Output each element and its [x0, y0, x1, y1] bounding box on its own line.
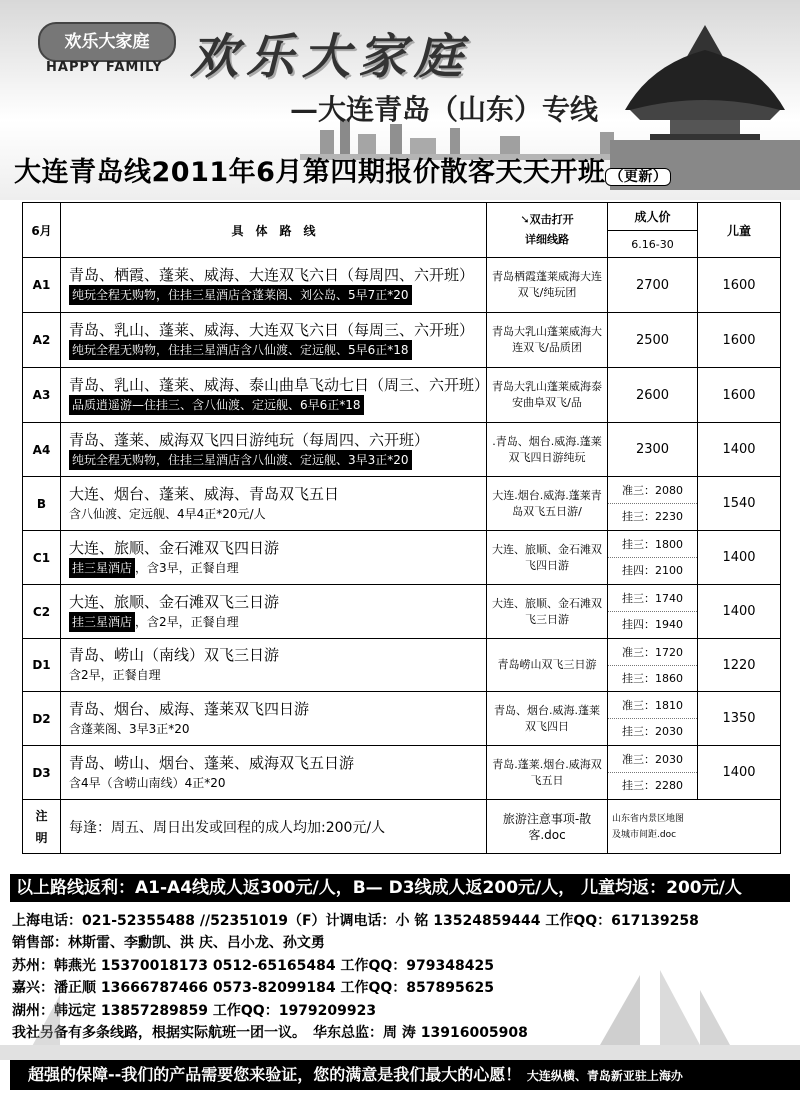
- route-line: 青岛、乳山、蓬莱、威海、泰山曲阜飞动七日（周三、六开班）: [69, 376, 490, 394]
- table-row: [23, 477, 781, 531]
- route-detail: ，含3早，正餐自理: [135, 560, 239, 575]
- price-option-1: 准三：1720: [608, 640, 697, 666]
- table-row: [23, 313, 781, 368]
- route-code: A1: [23, 258, 61, 313]
- contact-line-suzhou: 苏州：韩燕光 15370018173 0512-65165484 工作QQ：979348425: [12, 957, 494, 974]
- price-option-1: 挂三：1740: [608, 586, 697, 612]
- route-detail: 纯玩全程无购物，住挂三星酒店含蓬莱阁、刘公岛、5早7正*20: [69, 285, 412, 305]
- price-option-2: 挂三：1860: [622, 671, 683, 685]
- route-line: 大连、旅顺、金石滩双飞三日游: [69, 592, 280, 611]
- route-doc-link[interactable]: 青岛.蓬莱.烟台.威海双飞五日: [487, 746, 608, 800]
- contact-line-huzhou: 湖州：韩远定 13857289859 工作QQ：1979209923: [12, 1002, 377, 1019]
- map-doc-text: 山东省内景区地图及城市间距.doc: [612, 813, 685, 840]
- route-code: B: [23, 477, 61, 531]
- route-line: 青岛、崂山、烟台、蓬莱、威海双飞五日游: [69, 753, 355, 772]
- route-detail: 含八仙渡、定远舰、4早4正*20元/人: [69, 506, 266, 521]
- route-line: 青岛、栖霞、蓬莱、威海、大连双飞六日（每周四、六开班）: [69, 266, 475, 284]
- header-date-range: 6.16-30: [608, 231, 698, 258]
- child-price: 1600: [698, 313, 781, 368]
- route-description: [61, 258, 487, 313]
- table-row: [23, 423, 781, 477]
- price-option-2: 挂三：2030: [622, 725, 683, 738]
- adult-price-split: [608, 531, 698, 585]
- child-price: 1400: [698, 531, 781, 585]
- route-doc-link[interactable]: 青岛大乳山蓬莱威海泰安曲阜双飞/品: [487, 368, 608, 423]
- price-option-2: 挂四：2100: [622, 564, 683, 577]
- header-child: 儿童: [698, 203, 781, 258]
- price-option-2: 挂四：1940: [622, 618, 683, 631]
- route-description: [61, 639, 487, 692]
- adult-price-split: [608, 639, 698, 692]
- header-adult: 成人价: [608, 203, 698, 231]
- adult-price: 2300: [608, 423, 698, 477]
- adult-price-split: [608, 692, 698, 746]
- route-line: 青岛、乳山、蓬莱、威海、大连双飞六日（每周三、六开班）: [69, 321, 475, 339]
- notes-row: [23, 800, 781, 854]
- route-code: A3: [23, 368, 61, 423]
- route-detail: 含4早（含崂山南线）4正*20: [69, 775, 226, 790]
- route-detail: 含蓬莱阁、3早3正*20: [69, 721, 190, 736]
- route-line: 青岛、崂山（南线）双飞三日游: [69, 646, 280, 664]
- footer-banner: [10, 1060, 800, 1090]
- header-detail: [487, 203, 608, 258]
- adult-price: 2500: [608, 313, 698, 368]
- contact-line-jiaxing: 嘉兴：潘正顺 13666787466 0573-82099184 工作QQ：857895625: [12, 980, 494, 997]
- route-doc-link[interactable]: 青岛、烟台.威海.蓬莱双飞四日: [487, 692, 608, 746]
- update-tag: （更新）: [605, 168, 671, 186]
- table-row: [23, 258, 781, 313]
- route-code: A2: [23, 313, 61, 368]
- price-option-1: 挂三：1800: [608, 532, 697, 558]
- route-code: D1: [23, 639, 61, 692]
- notes-label-1: 注: [35, 808, 48, 823]
- route-description: [61, 531, 487, 585]
- child-price: 1600: [698, 368, 781, 423]
- brand-title: 欢乐大家庭: [190, 29, 471, 85]
- route-code: C2: [23, 585, 61, 639]
- double-click-hint: [487, 210, 607, 230]
- child-price: 1540: [698, 477, 781, 531]
- price-table: [22, 202, 781, 854]
- happy-family-logo: [38, 22, 178, 80]
- logo-badge: 欢乐大家庭: [38, 22, 176, 62]
- route-description: [61, 368, 490, 423]
- footer-slogan: 超强的保障--我们的产品需要您来验证，您的满意是我们最大的心愿！: [28, 1065, 522, 1084]
- price-option-2: 挂三：2280: [622, 779, 683, 792]
- route-description: [61, 423, 487, 477]
- adult-price: 2700: [608, 258, 698, 313]
- route-detail: 纯玩全程无购物，住挂三星酒店含八仙渡、定远舰、3早3正*20: [69, 450, 412, 470]
- notes-doc-link[interactable]: 旅游注意事项-散客.doc: [487, 800, 608, 854]
- route-doc-link[interactable]: 青岛栖霞蓬莱威海大连双飞/纯玩团: [487, 258, 608, 313]
- table-row: [23, 692, 781, 746]
- route-description: [61, 313, 487, 368]
- table-row: [23, 368, 781, 423]
- brand-subtitle: —大连青岛（山东）专线: [290, 93, 599, 126]
- child-price: 1350: [698, 692, 781, 746]
- route-detail: ，含2早，正餐自理: [135, 614, 239, 629]
- child-price: 1400: [698, 746, 781, 800]
- route-doc-link[interactable]: 大连.烟台.威海.蓬莱青岛双飞五日游/: [487, 477, 608, 531]
- hotel-tag: 挂三星酒店: [69, 558, 135, 578]
- logo-english-text: HAPPY FAMILY: [46, 60, 163, 75]
- adult-price-split: [608, 585, 698, 639]
- child-price: 1400: [698, 585, 781, 639]
- adult-price-split: [608, 477, 698, 531]
- contact-list: [12, 910, 792, 1044]
- route-description: [61, 692, 487, 746]
- adult-price: 2600: [608, 368, 698, 423]
- route-doc-link[interactable]: 大连、旅顺、金石滩双飞三日游: [487, 585, 608, 639]
- route-code: D2: [23, 692, 61, 746]
- route-detail: 纯玩全程无购物，住挂三星酒店含八仙渡、定远舰、5早6正*18: [69, 340, 412, 360]
- route-detail: 含2早，正餐自理: [69, 668, 161, 682]
- price-option-1: 准三：1810: [608, 693, 697, 719]
- contact-line-sales: 销售部：林斯雷、李勳凯、洪 庆、吕小龙、孙文勇: [12, 935, 325, 952]
- route-code: C1: [23, 531, 61, 585]
- route-doc-link[interactable]: 大连、旅顺、金石滩双飞四日游: [487, 531, 608, 585]
- table-row: [23, 639, 781, 692]
- child-price: 1600: [698, 258, 781, 313]
- notes-label-2: 明: [35, 830, 48, 845]
- route-code: A4: [23, 423, 61, 477]
- route-doc-link[interactable]: .青岛、烟台.威海.蓬莱双飞四日游纯玩: [487, 423, 608, 477]
- notes-text: 每逢：周五、周日出发或回程的成人均加:200元/人: [61, 800, 487, 854]
- table-row: [23, 531, 781, 585]
- route-line: 大连、烟台、蓬莱、威海、青岛双飞五日: [69, 484, 340, 503]
- route-doc-link[interactable]: 青岛崂山双飞三日游: [487, 639, 608, 692]
- route-description: [61, 477, 487, 531]
- contact-line-note: 我社另备有多条线路，根据实际航班一团一议。 华东总监：周 涛 13916005908: [12, 1024, 528, 1041]
- notes-label: [23, 800, 61, 854]
- child-price: 1400: [698, 423, 781, 477]
- header-route: 具 体 路 线: [61, 203, 487, 258]
- route-doc-link[interactable]: 青岛大乳山蓬莱威海大连双飞/品质团: [487, 313, 608, 368]
- header-detail-line2: 详细线路: [525, 233, 569, 246]
- header-month: 6月: [23, 203, 61, 258]
- price-option-1: 准三：2080: [608, 478, 697, 504]
- table-row: [23, 585, 781, 639]
- price-option-1: 准三：2030: [608, 747, 697, 773]
- footer-sign: 大连纵横、青岛新亚驻上海办: [526, 1069, 683, 1083]
- route-code: D3: [23, 746, 61, 800]
- hotel-tag: 挂三星酒店: [69, 612, 135, 632]
- page-title-text: 大连青岛线2011年6月第四期报价散客天天开班: [14, 157, 606, 188]
- page-title: [14, 150, 671, 189]
- map-doc-link[interactable]: [608, 800, 781, 854]
- adult-price-split: [608, 746, 698, 800]
- contact-line-shanghai: 上海电话：021-52355488 //52351019（F）计调电话：小 铭 13524859444 工作QQ：617139258: [12, 913, 699, 929]
- child-price: 1220: [698, 639, 781, 692]
- header-detail-line1: 双击打开: [529, 213, 574, 226]
- route-description: [61, 746, 487, 800]
- route-line: 大连、旅顺、金石滩双飞四日游: [69, 538, 280, 557]
- arrow-icon: ➘: [520, 213, 530, 226]
- route-description: [61, 585, 487, 639]
- price-option-2: 挂三：2230: [622, 510, 683, 523]
- route-detail: 品质逍遥游—住挂三、含八仙渡、定远舰、6早6正*18: [69, 395, 364, 415]
- route-line: 青岛、蓬莱、威海双飞四日游纯玩（每周四、六开班）: [69, 430, 430, 449]
- table-row: [23, 746, 781, 800]
- rebate-banner: 以上路线返利：A1-A4线成人返300元/人，B— D3线成人返200元/人， 儿童均返：200元/人: [10, 874, 790, 902]
- route-line: 青岛、烟台、威海、蓬莱双飞四日游: [69, 699, 310, 718]
